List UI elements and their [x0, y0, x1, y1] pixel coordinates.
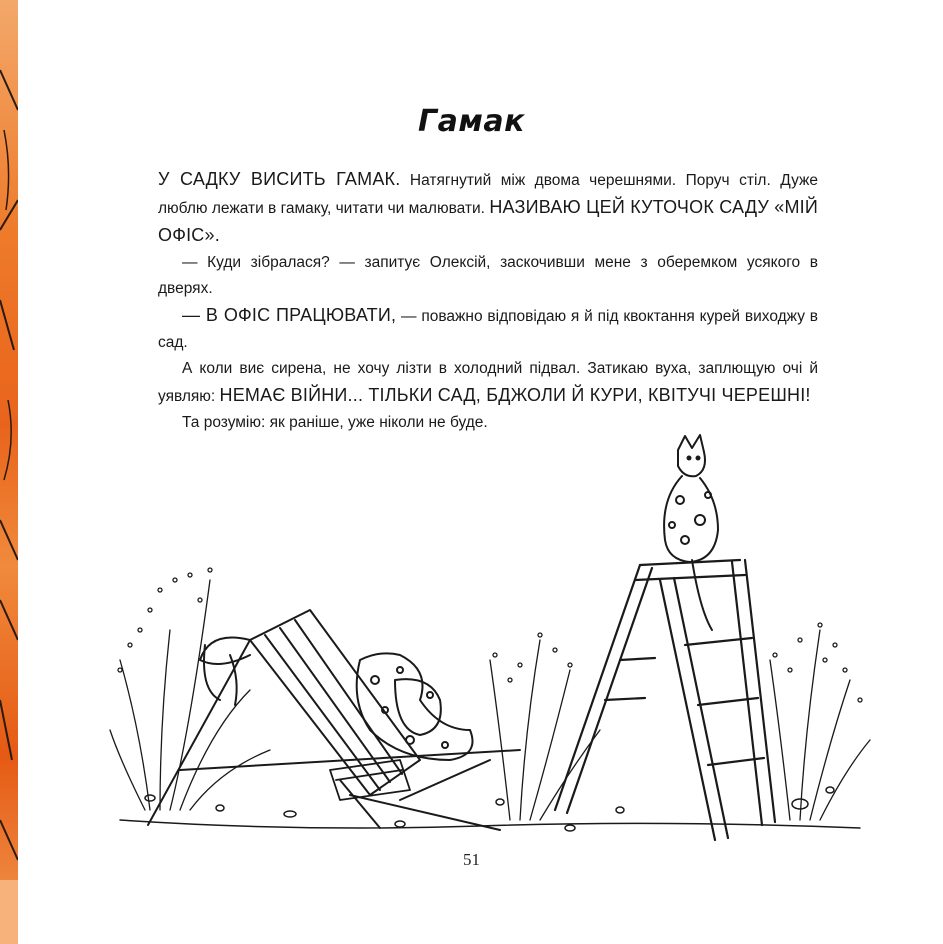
text-run: Та розумію: як раніше, уже ніколи не буде. — [182, 414, 488, 431]
right-grass — [770, 623, 870, 820]
paragraph — [158, 302, 818, 356]
blanket — [357, 653, 473, 760]
ground — [120, 787, 860, 831]
text-caps: — В ОФІС ПРАЦЮВАТИ, — [182, 305, 397, 325]
text-caps: НЕМАЄ ВІЙНИ... ТІЛЬКИ САД, БДЖОЛИ Й КУРИ, КВІТУЧІ ЧЕРЕШНІ! — [219, 385, 811, 405]
text-run: Натягнутий між двома черешнями. Поруч стіл. Дуже люблю лежати в гамаку, читати чи малювати. — [158, 172, 818, 217]
facing-page-artwork — [0, 0, 18, 944]
text-run: — поважно відповідаю я й під квоктання курей виходжу в сад. — [158, 308, 818, 351]
page-number: 51 — [463, 850, 480, 869]
left-grass — [110, 568, 270, 810]
body-text — [158, 166, 818, 436]
text-caps: НАЗИВАЮ ЦЕЙ КУТОЧОК САДУ «МІЙ ОФІС». — [158, 197, 818, 245]
paragraph — [158, 356, 818, 410]
spotted-cat — [664, 435, 718, 630]
step-ladder — [555, 560, 775, 840]
page-title: Гамак — [418, 104, 525, 139]
text-run: А коли виє сирена, не хочу лізти в холодний підвал. Затикаю вуха, заплющую очі й уявляю: — [158, 360, 818, 405]
paragraph — [158, 250, 818, 302]
garden-illustration — [100, 430, 880, 850]
text-caps: У САДКУ ВИСИТЬ ГАМАК. — [158, 169, 401, 189]
text-run: — Куди зібралася? — запитує Олексій, заскочивши мене з оберемком усякого в дверях. — [158, 254, 818, 297]
facing-page-edge — [0, 0, 18, 944]
deck-chair — [148, 610, 520, 830]
paragraph — [158, 166, 818, 250]
